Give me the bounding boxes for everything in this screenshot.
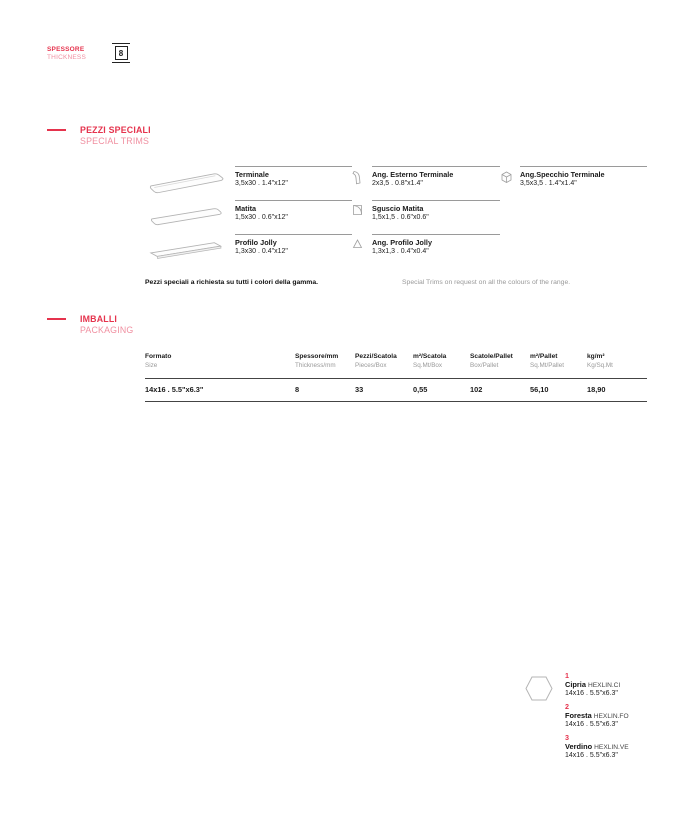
trim-text [235, 234, 352, 268]
thickness-label-en: THICKNESS [47, 54, 87, 62]
colour-index-list [565, 671, 629, 764]
trim-text [520, 166, 647, 200]
trim-size: 1,3x30 . 0.4"x12" [235, 247, 288, 255]
special-trims-titles [80, 125, 151, 146]
cell-pezzi-scatola: 33 [355, 385, 364, 395]
colour-size: 14x16 . 5.5"x6.3" [565, 721, 618, 729]
header-it: Spessore/mm [295, 353, 339, 360]
col-header-formato [145, 353, 295, 370]
header-it: Formato [145, 353, 172, 360]
trim-name: Terminale [235, 169, 269, 179]
thickness-icon [112, 43, 130, 63]
trim-item-ang-profilo-jolly [352, 234, 500, 268]
col-header-mq-pallet [530, 353, 587, 370]
packaging-table-row [145, 379, 647, 402]
colour-name-text: Foresta [565, 710, 592, 720]
trims-column-1 [145, 166, 352, 268]
header-it: m²/Pallet [530, 353, 558, 360]
trims-column-2 [352, 166, 500, 268]
trim-size: 2x3,5 . 0.8"x1.4" [372, 179, 423, 187]
special-trims-title-it: PEZZI SPECIALI [80, 125, 151, 135]
colour-number: 2 [565, 701, 569, 711]
terminale-drawing-icon [145, 166, 235, 200]
special-trims-table [145, 166, 647, 268]
packaging-title-it: IMBALLI [80, 314, 118, 324]
trim-size: 1,5x30 . 0.6"x12" [235, 213, 288, 221]
trim-size: 3,5x30 . 1.4"x12" [235, 179, 288, 187]
colour-code: HEXLIN.VE [594, 743, 629, 751]
trim-text [235, 200, 352, 234]
trim-text [235, 166, 352, 200]
packaging-titles [80, 314, 133, 335]
colour-name [565, 711, 629, 721]
hexagon-tile-icon [525, 671, 565, 764]
colour-index [525, 671, 629, 764]
special-trims-title-en: SPECIAL TRIMS [80, 135, 150, 146]
header-en: Kg/Sq.Mt [587, 361, 613, 369]
special-trims-header [47, 125, 151, 146]
colour-code: HEXLIN.CI [588, 682, 621, 689]
trim-size: 1,5x1,5 . 0.6"x0.6" [372, 213, 429, 221]
special-trims-note-en: Special Trims on request on all the colours of the range. [402, 279, 571, 286]
header-en: Thickness/mm [295, 361, 336, 369]
sguscio-matita-icon [352, 200, 372, 234]
trim-name: Profilo Jolly [235, 237, 277, 247]
trim-text [372, 234, 500, 268]
cell-mq-pallet: 56,10 [530, 385, 549, 395]
trim-name: Sguscio Matita [372, 203, 424, 213]
trim-size: 3,5x3,5 . 1.4"x1.4" [520, 179, 577, 187]
packaging-title-en: PACKAGING [80, 324, 134, 335]
cell-spessore: 8 [295, 385, 300, 395]
trim-name: Ang.Specchio Terminale [520, 169, 605, 179]
ang-specchio-terminale-icon [500, 166, 520, 200]
trim-name: Ang. Esterno Terminale [372, 169, 454, 179]
col-header-mq-scatola [413, 353, 470, 370]
trim-item-ang-esterno-terminale [352, 166, 500, 200]
header-en: Pieces/Box [355, 361, 387, 369]
packaging-table-header [145, 353, 647, 379]
colour-name [565, 742, 629, 752]
header-it: Scatole/Pallet [470, 353, 513, 360]
ang-profilo-jolly-icon [352, 234, 372, 268]
colour-number: 3 [565, 732, 569, 742]
col-header-spessore [295, 353, 355, 370]
trim-name: Matita [235, 203, 257, 213]
colour-item-cipria [565, 671, 629, 699]
header-en: Size [145, 361, 158, 369]
cell-formato: 14x16 . 5.5"x6.3" [145, 385, 204, 395]
trim-size: 1,3x1,3 . 0.4"x0.4" [372, 247, 429, 255]
colour-code: HEXLIN.FO [593, 712, 629, 720]
section-dash-icon [47, 318, 66, 320]
col-header-pezzi-scatola [355, 353, 413, 370]
col-header-kg-mq [587, 353, 647, 370]
colour-size: 14x16 . 5.5"x6.3" [565, 752, 618, 760]
thickness-value: 8 [115, 46, 128, 60]
ang-esterno-terminale-icon [352, 166, 372, 200]
header-it: kg/m² [587, 353, 605, 360]
colour-size: 14x16 . 5.5"x6.3" [565, 690, 618, 698]
trim-item-sguscio-matita [352, 200, 500, 234]
trim-text [372, 200, 500, 234]
section-dash-icon [47, 129, 66, 131]
header-it: Pezzi/Scatola [355, 353, 397, 360]
colour-number: 1 [565, 671, 569, 680]
special-trims-note-it: Pezzi speciali a richiesta su tutti i colori della gamma. [145, 279, 319, 286]
colour-name [565, 680, 629, 690]
profilo-jolly-drawing-icon [145, 234, 235, 268]
header-en: Box/Pallet [470, 361, 499, 369]
packaging-header [47, 314, 133, 335]
matita-drawing-icon [145, 200, 235, 234]
trim-text [372, 166, 500, 200]
cell-scatole-pallet: 102 [470, 385, 483, 395]
colour-item-foresta [565, 702, 629, 730]
colour-name-text: Cipria [565, 680, 586, 689]
packaging-table [145, 353, 647, 402]
trim-item-terminale [145, 166, 352, 200]
cell-kg-mq: 18,90 [587, 385, 606, 395]
trims-column-3 [500, 166, 647, 268]
trim-item-ang-specchio-terminale [500, 166, 647, 200]
header-en: Sq.Mt/Pallet [530, 361, 564, 369]
thickness-label-it: SPESSORE [47, 46, 85, 53]
trim-item-matita [145, 200, 352, 234]
cell-mq-scatola: 0,55 [413, 385, 428, 395]
trim-item-profilo-jolly [145, 234, 352, 268]
thickness-labels [47, 46, 86, 63]
col-header-scatole-pallet [470, 353, 530, 370]
colour-item-verdino [565, 733, 629, 761]
colour-name-text: Verdino [565, 741, 593, 751]
trim-name: Ang. Profilo Jolly [372, 237, 432, 247]
header-it: m²/Scatola [413, 353, 447, 360]
header-en: Sq.Mt/Box [413, 361, 443, 369]
